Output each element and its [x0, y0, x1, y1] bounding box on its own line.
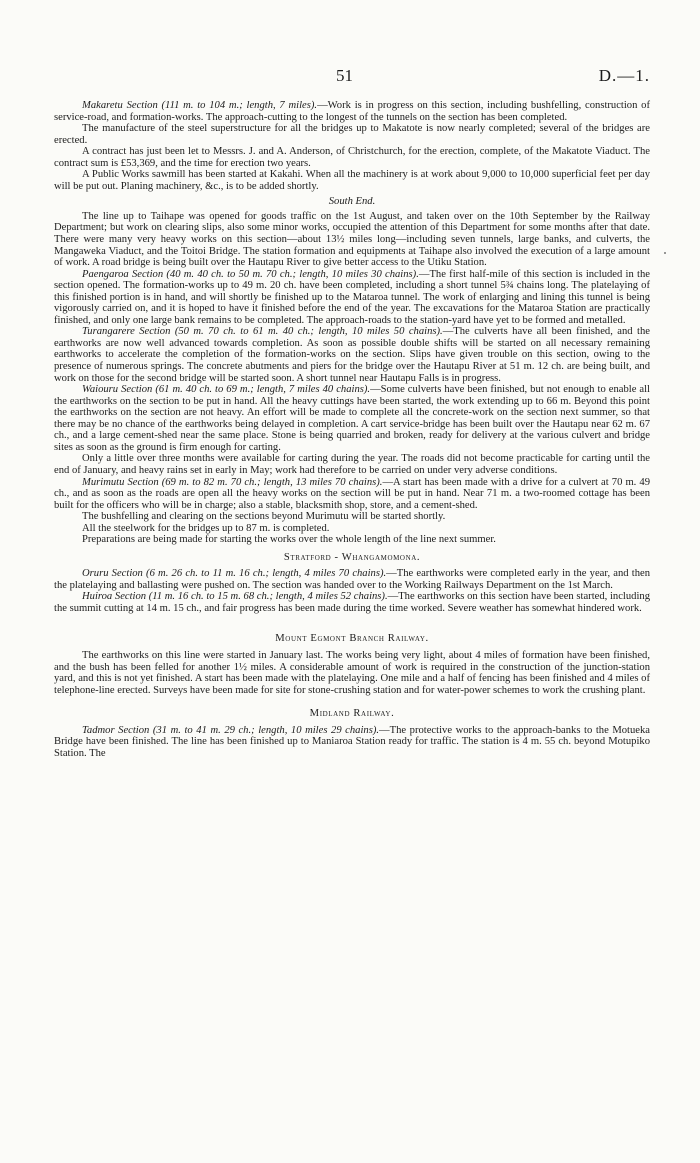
- paragraph-preparations: Preparations are being made for starting the works over the whole length of the line next summer.: [82, 534, 496, 546]
- heading-south-end: South End.: [328, 196, 376, 208]
- section-title: Turangarere Section (50 m. 70 ch. to 61 m. 40 ch.; length, 10 miles 50 chains).: [82, 326, 443, 338]
- section-text: —A start has been made with a drive for a culvert at 70 m. 49 ch., and as soon as the roads are open all the heavy works on the section will be put in hand. Near 71 m. a two-roomed cottage has been built for the officers who will be in charge; also a stable, blacksmith shop, store, and a cement-shed.: [54, 476, 651, 511]
- paragraph-paengaroa: [54, 269, 650, 327]
- section-title: Oruru Section (6 m. 26 ch. to 11 m. 16 ch.; length, 4 miles 70 chains).: [82, 568, 387, 580]
- section-text: —Some culverts have been finished, but not enough to enable all the earthworks on the section to be put in hand. All the heavy cuttings have been started, the work extending up to 66 m. Beyond this point the earthworks on the section are not heavy. An effort will be made to complete all the concrete-work on the section next summer, so that there may be no chance of the earthworks being delayed in completion. A cart service-bridge has been built over the Hautapu near 62 m. 67 ch., and a large cement-shed near the same place. Stone is being quarried and broken, ready for delivery at the various culvert and bridge sites as soon as the ground is firm enough for carting.: [54, 384, 651, 453]
- paragraph-egmont: The earthworks on this line were started in January last. The works being very light, about 4 miles of formation have been finished, and the bush has been felled for another 1½ miles. A considerable amount of work is required in the construction of the junction-station yard, and this is not yet finished. A start has been made with the platelaying. One mile and a half of fencing has been finished and 4 miles of telephone-line erected. Surveys have been made for site for stone-crushing station and for water-power schemes to work the crushing plant.: [54, 650, 650, 696]
- section-text: —The culverts have all been finished, and the earthworks are now well advanced towards completion. As soon as possible double shifts will be started on all necessary remaining earthworks to accelerate the completion of the formation-works on the section. Slips have given trouble on this section, owing to the presence of numerous springs. The concrete abutments and piers for the bridge over the Hautapu River at 51 m. 12 ch. are being built, and work on those for the second bridge will be started soon. A short tunnel near Hautapu Falls is in progress.: [54, 326, 650, 384]
- paragraph-manufacture: The manufacture of the steel superstructure for all the bridges up to Makatote is now nearly completed; several of the bridges are erected.: [54, 123, 650, 146]
- section-text: —The protective works to the approach-banks to the Motueka Bridge have been finished. The line has been finished up to Maniaroa Station ready for traffic. The station is 4 m. 55 ch. beyond Motupiko Station. The: [54, 724, 650, 759]
- section-text: —The first half-mile of this section is included in the section opened. The formation-works up to 49 m. 20 ch. have been completed, including a short tunnel 5¾ chains long. The platelaying of this finished portion is in hand, and will shortly be finished up to the Mataroa tunnel. The work of enlarging and lining this tunnel is being vigorously carried on, and it is hoped to have it finished before the end of the year. The excavations for the Mataroa Station are practically finished, and only one large bank remains to be completed. The approach-roads to the station-yard have yet to be formed and metalled.: [54, 268, 651, 326]
- document-reference: D.—1.: [598, 66, 650, 85]
- paragraph-contract: A contract has just been let to Messrs. J. and A. Anderson, of Christchurch, for the erection, complete, of the Makatote Viaduct. The contract sum is £53,369, and the time for erection two years.: [54, 146, 650, 169]
- paragraph-waiouru: [54, 384, 650, 453]
- heading-midland: Midland Railway.: [309, 708, 395, 720]
- section-title: Waiouru Section (61 m. 40 ch. to 69 m.; length, 7 miles 40 chains).: [82, 384, 371, 396]
- paragraph-ururu: [54, 568, 650, 591]
- section-title: Tadmor Section (31 m. to 41 m. 29 ch.; length, 10 miles 29 chains).: [82, 724, 380, 736]
- paragraph-bushfelling: The bushfelling and clearing on the sections beyond Murimutu will be started shortly.: [82, 511, 446, 523]
- scan-speck: [664, 252, 666, 254]
- paragraph-tadmor: [54, 725, 650, 760]
- paragraph-makaretu: [54, 100, 650, 123]
- paragraph-steelwork: All the steelwork for the bridges up to 87 m. is completed.: [82, 522, 330, 534]
- section-title: Makaretu Section (111 m. to 104 m.; length, 7 miles).: [82, 100, 318, 111]
- section-title: Murimutu Section (69 m. to 82 m. 70 ch.; length, 13 miles 70 chains).: [82, 476, 383, 488]
- section-title: Paengaroa Section (40 m. 40 ch. to 50 m. 70 ch.; length, 10 miles 30 chains).: [82, 268, 419, 280]
- paragraph-taihape: The line up to Taihape was opened for goods traffic on the 1st August, and taken over on the 10th September by the Railway Department; but work on clearing slips, also some minor works, occupied the attention of this Department for some months after that date. There were many very heavy works on this section—about 13½ miles long—including seven tunnels, large banks, and culverts, the Mangaweka Viaduct, and the Toitoi Bridge. The station formation and equipments at Taihape also involved the execution of a large amount of work. A road bridge is being built over the Hautapu River to give better access to the Utiku Station.: [54, 210, 650, 269]
- document-body: [54, 100, 650, 759]
- paragraph-carting: Only a little over three months were available for carting during the year. The roads did not become practicable for carting until the end of January, and heavy rains set in early in May; work had therefore to be carried on under very adverse conditions.: [54, 453, 650, 476]
- section-text: —Work is in progress on this section, including bushfelling, construction of service-road, and formation-works. The approach-cutting to the longest of the tunnels on the section has been completed.: [54, 100, 650, 123]
- heading-stratford: Stratford - Whangamomona.: [283, 551, 421, 563]
- section-title: Huiroa Section (11 m. 16 ch. to 15 m. 68 ch.; length, 4 miles 52 chains).: [82, 591, 388, 603]
- paragraph-huiroa: [54, 591, 650, 614]
- paragraph-sawmill: A Public Works sawmill has been started at Kakahi. When all the machinery is at work about 9,000 to 10,000 superficial feet per day will be put out. Planing machinery, &c., is to be added shortly.: [54, 169, 650, 192]
- heading-mount-egmont: Mount Egmont Branch Railway.: [275, 632, 429, 644]
- page-number: 51: [336, 66, 353, 85]
- section-text: —The earthworks on this section have been started, including the summit cutting at 14 m. 15 ch., and fair progress has been made during the time worked. Severe weather has somewhat hindered work.: [54, 591, 650, 614]
- section-text: —The earthworks were completed early in the year, and then the platelaying and ballasting were pushed on. The section was handed over to the Working Railways Department on the 1st March.: [54, 568, 651, 591]
- paragraph-murimutu: [54, 477, 650, 512]
- paragraph-turangarere: [54, 326, 650, 384]
